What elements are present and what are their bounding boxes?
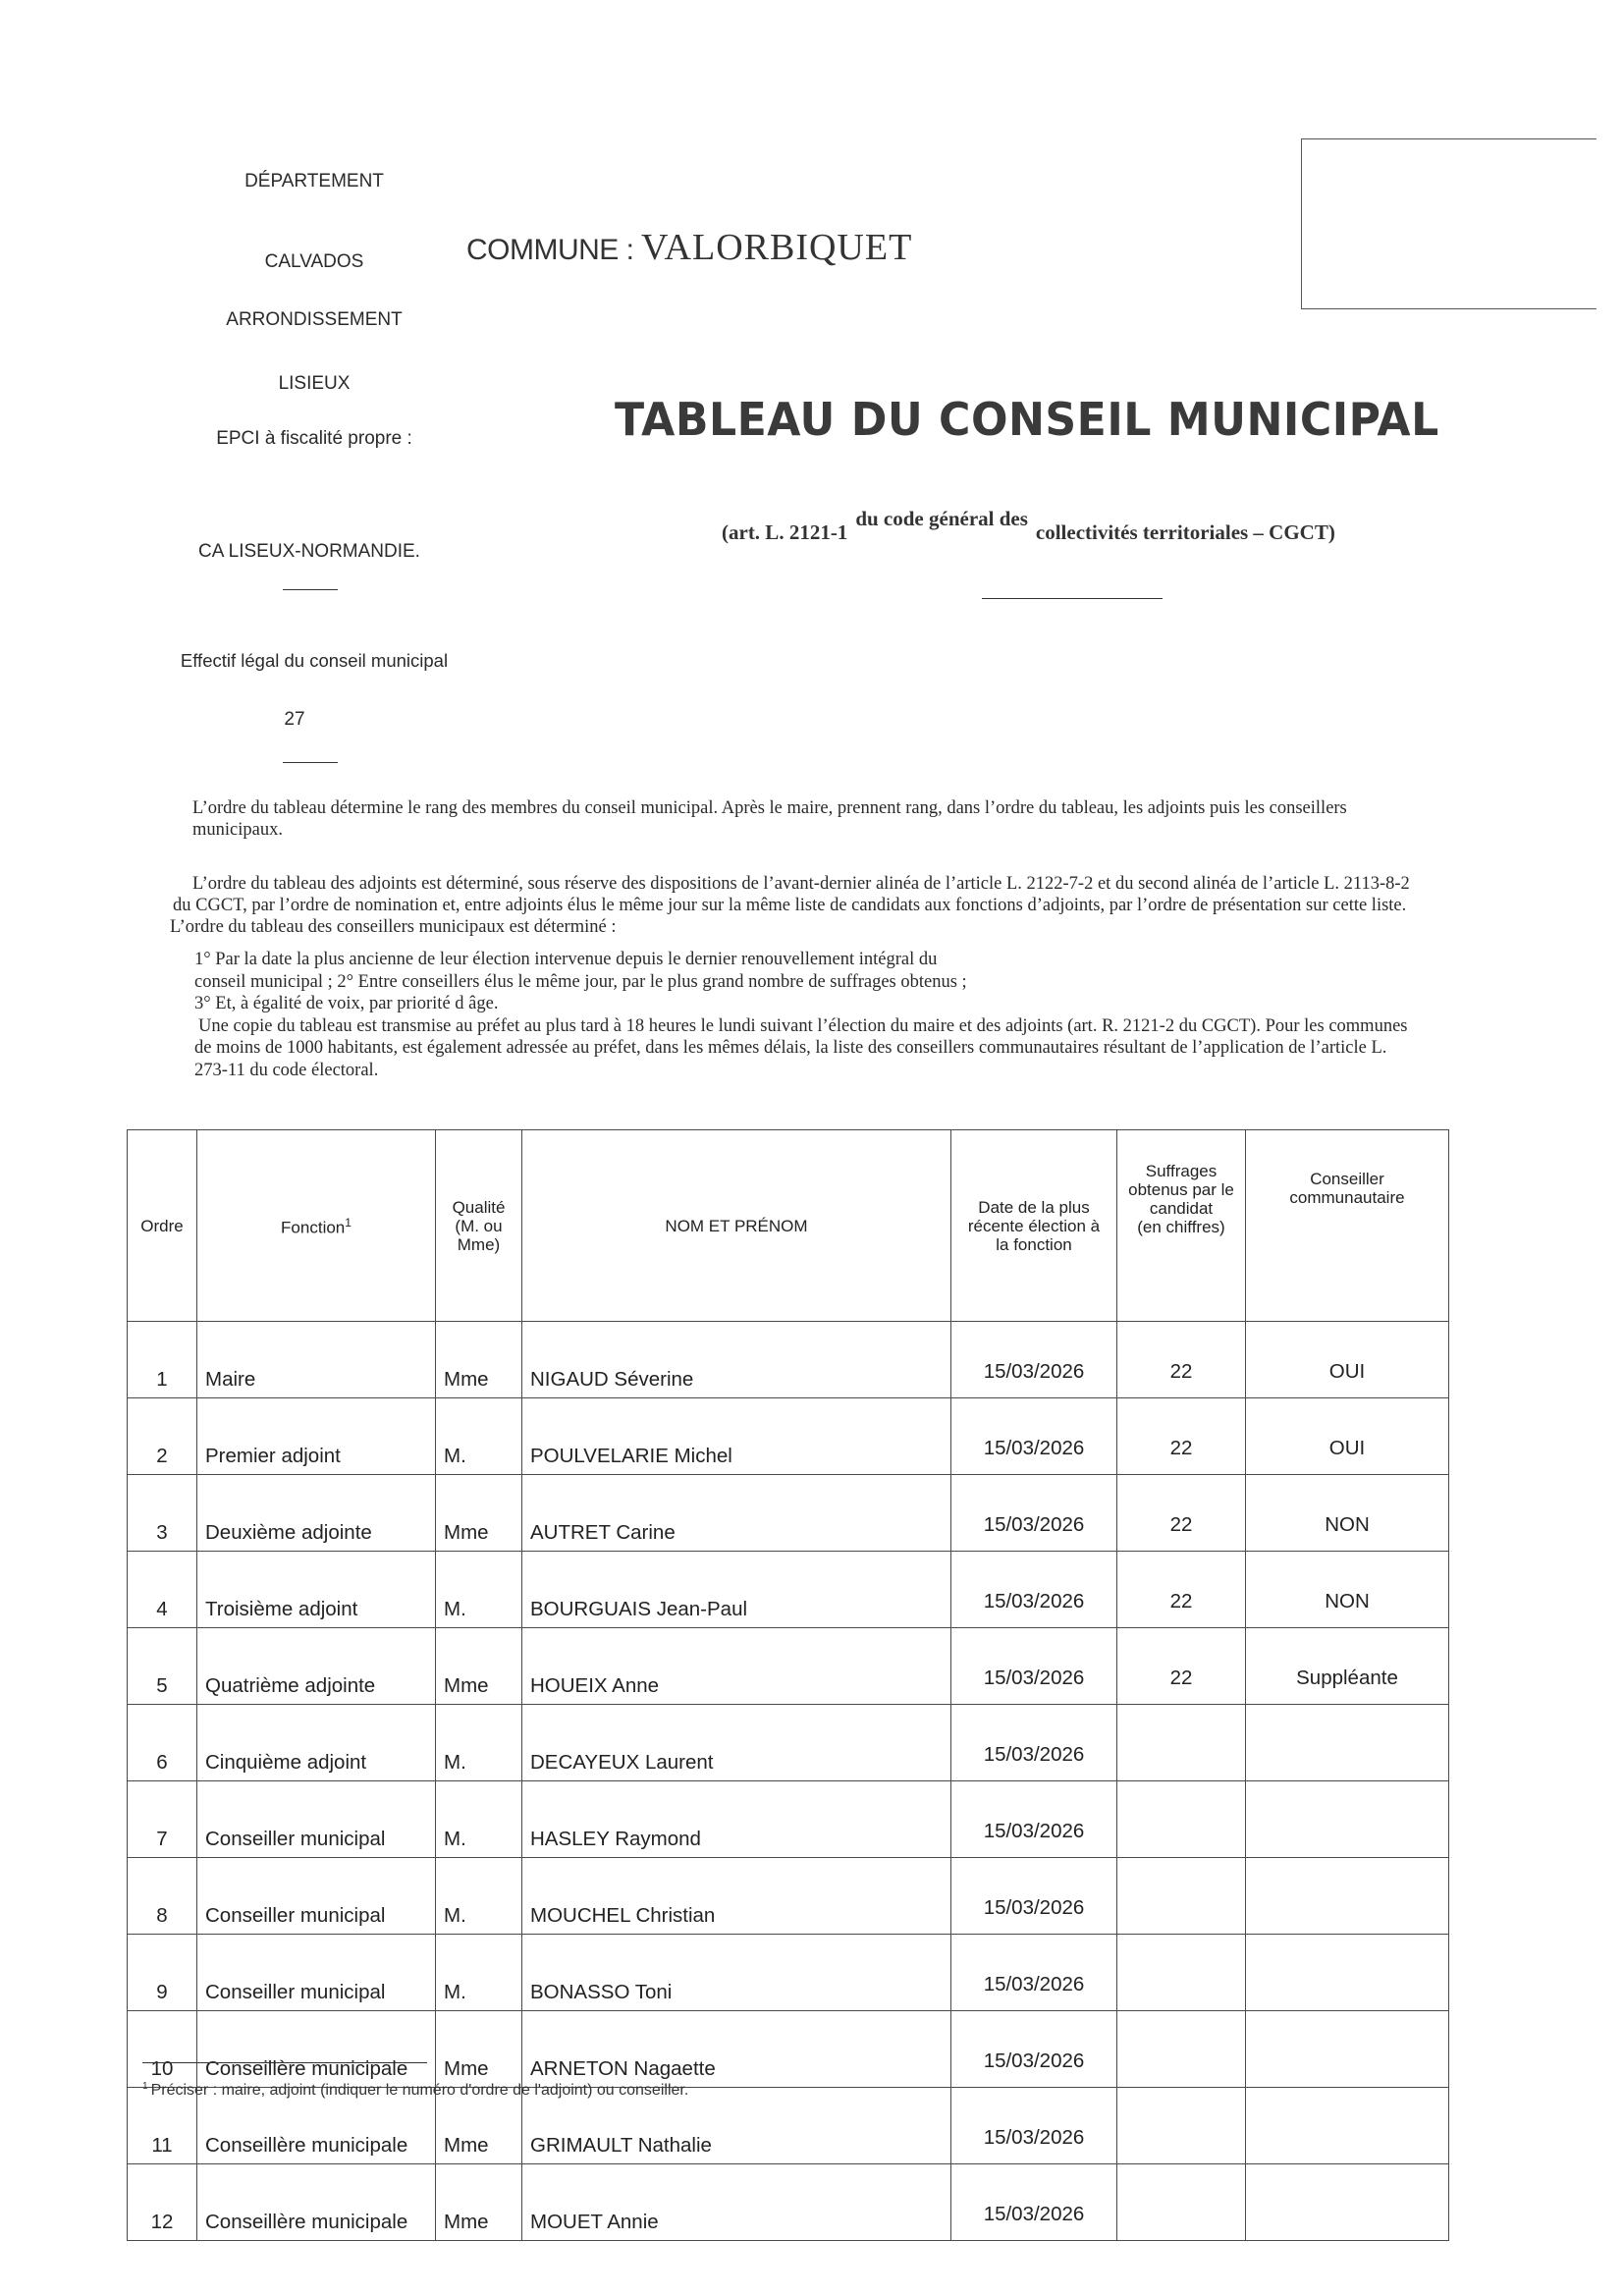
cell-communautaire: NON bbox=[1246, 1552, 1449, 1628]
cell-suffrages bbox=[1117, 1705, 1246, 1781]
cell-fonction: Cinquième adjoint bbox=[197, 1705, 436, 1781]
table-header-row bbox=[128, 1130, 1449, 1322]
cell-ordre: 7 bbox=[128, 1781, 197, 1858]
footnote-divider bbox=[142, 2062, 427, 2063]
cell-communautaire bbox=[1246, 1705, 1449, 1781]
cell-nom: BOURGUAIS Jean-Paul bbox=[522, 1552, 951, 1628]
effectif-label: Effectif légal du conseil municipal bbox=[180, 650, 449, 671]
intro-line-2: municipaux. bbox=[192, 820, 283, 840]
commune-heading bbox=[466, 226, 912, 269]
table-row bbox=[128, 1322, 1449, 1398]
table-row bbox=[128, 1552, 1449, 1628]
divider-short-1 bbox=[283, 589, 338, 590]
cell-nom: POULVELARIE Michel bbox=[522, 1398, 951, 1475]
cell-ordre: 9 bbox=[128, 1935, 197, 2011]
divider-short-2 bbox=[283, 762, 338, 763]
cell-ordre: 4 bbox=[128, 1552, 197, 1628]
cell-qualite: Mme bbox=[436, 2164, 522, 2241]
cell-fonction: Conseillère municipale bbox=[197, 2164, 436, 2241]
cell-communautaire: OUI bbox=[1246, 1398, 1449, 1475]
departement-label: DÉPARTEMENT bbox=[244, 171, 384, 191]
stamp-box bbox=[1301, 138, 1597, 309]
cell-suffrages: 22 bbox=[1117, 1398, 1246, 1475]
cell-suffrages: 22 bbox=[1117, 1628, 1246, 1705]
cell-fonction: Quatrième adjointe bbox=[197, 1628, 436, 1705]
adjoints-line-2: du CGCT, par l’ordre de nomination et, entre adjoints élus le même jour sur la même liste de candidats aux fonctions d’adjoints, par l’ordre de présentation sur cette liste. bbox=[173, 896, 1407, 915]
cell-suffrages: 22 bbox=[1117, 1475, 1246, 1552]
cell-qualite: Mme bbox=[436, 1628, 522, 1705]
table-row bbox=[128, 1858, 1449, 1935]
cell-nom: HOUEIX Anne bbox=[522, 1628, 951, 1705]
effectif-value: 27 bbox=[284, 709, 305, 730]
header-fonction: Fonction$^1$ bbox=[197, 1130, 436, 1322]
cell-qualite: M. bbox=[436, 1781, 522, 1858]
cell-suffrages bbox=[1117, 1858, 1246, 1935]
cell-date: 15/03/2026 bbox=[951, 1705, 1117, 1781]
cell-suffrages bbox=[1117, 2011, 1246, 2088]
cell-qualite: M. bbox=[436, 1398, 522, 1475]
article-part-3: collectivités territoriales – CGCT) bbox=[1035, 520, 1335, 544]
cell-communautaire bbox=[1246, 1858, 1449, 1935]
footnote-text: Préciser : maire, adjoint (indiquer le numéro d'ordre de l'adjoint) ou conseiller. bbox=[150, 2082, 689, 2099]
table-row bbox=[128, 1935, 1449, 2011]
table-row bbox=[128, 1398, 1449, 1475]
cell-nom: BONASSO Toni bbox=[522, 1935, 951, 2011]
cell-communautaire: Suppléante bbox=[1246, 1628, 1449, 1705]
cell-suffrages bbox=[1117, 2164, 1246, 2241]
cell-date: 15/03/2026 bbox=[951, 1475, 1117, 1552]
cell-fonction: Maire bbox=[197, 1322, 436, 1398]
cell-fonction: Conseiller municipal bbox=[197, 1858, 436, 1935]
cell-ordre: 11 bbox=[128, 2088, 197, 2164]
cell-date: 15/03/2026 bbox=[951, 1935, 1117, 2011]
cell-date: 15/03/2026 bbox=[951, 1858, 1117, 1935]
title-divider bbox=[982, 598, 1163, 599]
cell-ordre: 5 bbox=[128, 1628, 197, 1705]
epci-label: EPCI à fiscalité propre : bbox=[216, 428, 412, 449]
cell-date: 15/03/2026 bbox=[951, 1322, 1117, 1398]
cell-qualite: M. bbox=[436, 1858, 522, 1935]
cell-date: 15/03/2026 bbox=[951, 2011, 1117, 2088]
copy-line-3: 273-11 du code électoral. bbox=[194, 1060, 379, 1080]
table-row bbox=[128, 2164, 1449, 2241]
cell-date: 15/03/2026 bbox=[951, 1781, 1117, 1858]
cell-suffrages: 22 bbox=[1117, 1552, 1246, 1628]
cell-date: 15/03/2026 bbox=[951, 1552, 1117, 1628]
cell-suffrages bbox=[1117, 2088, 1246, 2164]
epci-value: CA LISEUX-NORMANDIE. bbox=[198, 541, 420, 562]
table-row bbox=[128, 1628, 1449, 1705]
adjoints-paragraph bbox=[170, 873, 1469, 938]
copy-line-1: Une copie du tableau est transmise au préfet au plus tard à 18 heures le lundi suivant l’élection du maire et des adjoints (art. R. 2121-2 du CGCT). Pour les communes bbox=[198, 1015, 1408, 1036]
cell-qualite: Mme bbox=[436, 1322, 522, 1398]
header-date: Date de la plus récente élection à la fonction bbox=[951, 1130, 1117, 1322]
cell-ordre: 3 bbox=[128, 1475, 197, 1552]
cell-nom: MOUET Annie bbox=[522, 2164, 951, 2241]
cell-communautaire: NON bbox=[1246, 1475, 1449, 1552]
header-communautaire: Conseiller communautaire bbox=[1246, 1130, 1449, 1322]
article-part-1: (art. L. 2121-1 bbox=[722, 520, 848, 544]
cell-communautaire: OUI bbox=[1246, 1322, 1449, 1398]
cell-communautaire bbox=[1246, 1935, 1449, 2011]
article-reference bbox=[722, 507, 1335, 545]
cell-qualite: M. bbox=[436, 1935, 522, 2011]
cell-nom: NIGAUD Séverine bbox=[522, 1322, 951, 1398]
cell-ordre: 8 bbox=[128, 1858, 197, 1935]
cell-nom: HASLEY Raymond bbox=[522, 1781, 951, 1858]
cell-nom: AUTRET Carine bbox=[522, 1475, 951, 1552]
intro-line-1: L’ordre du tableau détermine le rang des membres du conseil municipal. Après le maire, prennent rang, dans l’ordre du tableau, les adjoints puis les conseillers bbox=[192, 798, 1347, 818]
cell-qualite: Mme bbox=[436, 2088, 522, 2164]
cell-qualite: Mme bbox=[436, 1475, 522, 1552]
cell-date: 15/03/2026 bbox=[951, 2164, 1117, 2241]
cell-nom: DECAYEUX Laurent bbox=[522, 1705, 951, 1781]
table-row bbox=[128, 2011, 1449, 2088]
article-part-2: du code général des bbox=[855, 507, 1028, 530]
cell-qualite: M. bbox=[436, 1705, 522, 1781]
table-row bbox=[128, 1781, 1449, 1858]
arrondissement-value: LISIEUX bbox=[278, 373, 351, 394]
header-ordre: Ordre bbox=[128, 1130, 197, 1322]
cell-date: 15/03/2026 bbox=[951, 1398, 1117, 1475]
cell-suffrages bbox=[1117, 1781, 1246, 1858]
cell-communautaire bbox=[1246, 2164, 1449, 2241]
cell-ordre: 12 bbox=[128, 2164, 197, 2241]
cell-nom: ARNETON Nagaette bbox=[522, 2011, 951, 2088]
cell-fonction: Conseillère municipale bbox=[197, 2011, 436, 2088]
copy-line-2: de moins de 1000 habitants, est également adressée au préfet, dans les mêmes délais, la liste des conseillers communautaires résultant de l’application de l’article L. bbox=[194, 1038, 1387, 1058]
cell-suffrages: 22 bbox=[1117, 1322, 1246, 1398]
rule-1-line-1: 1° Par la date la plus ancienne de leur élection intervenue depuis le dernier renouvellement intégral du bbox=[194, 950, 938, 969]
header-nom: NOM ET PRÉNOM bbox=[522, 1130, 951, 1322]
footnote bbox=[142, 2082, 688, 2100]
cell-qualite: M. bbox=[436, 1552, 522, 1628]
page-title: TABLEAU DU CONSEIL MUNICIPAL bbox=[615, 393, 1439, 446]
rule-1-line-2: conseil municipal ; 2° Entre conseillers élus le même jour, par le plus grand nombre de suffrages obtenus ; bbox=[194, 971, 967, 992]
cell-date: 15/03/2026 bbox=[951, 2088, 1117, 2164]
intro-paragraph bbox=[192, 797, 1489, 841]
cell-ordre: 2 bbox=[128, 1398, 197, 1475]
adjoints-line-3: L’ordre du tableau des conseillers municipaux est déterminé : bbox=[170, 917, 617, 937]
cell-fonction: Conseiller municipal bbox=[197, 1781, 436, 1858]
commune-name: VALORBIQUET bbox=[641, 227, 913, 268]
cell-fonction: Premier adjoint bbox=[197, 1398, 436, 1475]
commune-label: COMMUNE : bbox=[466, 234, 634, 266]
header-suffrages-sub: (en chiffres) bbox=[1137, 1218, 1225, 1236]
cell-date: 15/03/2026 bbox=[951, 1628, 1117, 1705]
cell-fonction: Conseillère municipale bbox=[197, 2088, 436, 2164]
table-row bbox=[128, 1475, 1449, 1552]
adjoints-line-1: L’ordre du tableau des adjoints est déterminé, sous réserve des dispositions de l’avant-dernier alinéa de l’article L. 2122-7-2 et du second alinéa de l’article L. 2113-8-2 bbox=[192, 874, 1410, 894]
cell-fonction: Deuxième adjointe bbox=[197, 1475, 436, 1552]
cell-fonction: Troisième adjoint bbox=[197, 1552, 436, 1628]
cell-ordre: 10 bbox=[128, 2011, 197, 2088]
header-qualite: Qualité (M. ou Mme) bbox=[436, 1130, 522, 1322]
cell-communautaire bbox=[1246, 2088, 1449, 2164]
cell-nom: GRIMAULT Nathalie bbox=[522, 2088, 951, 2164]
cell-qualite: Mme bbox=[436, 2011, 522, 2088]
footnote-number: 1 bbox=[142, 2081, 148, 2092]
cell-suffrages bbox=[1117, 1935, 1246, 2011]
cell-ordre: 6 bbox=[128, 1705, 197, 1781]
departement-value: CALVADOS bbox=[264, 251, 364, 272]
table-row bbox=[128, 1705, 1449, 1781]
rules-list bbox=[194, 949, 1490, 1081]
cell-ordre: 1 bbox=[128, 1322, 197, 1398]
cell-communautaire bbox=[1246, 1781, 1449, 1858]
cell-nom: MOUCHEL Christian bbox=[522, 1858, 951, 1935]
arrondissement-label: ARRONDISSEMENT bbox=[226, 309, 403, 330]
cell-communautaire bbox=[1246, 2011, 1449, 2088]
footnote-ref: 1 bbox=[345, 1216, 352, 1230]
header-suffrages: Suffrages obtenus par le candidat (en chiffres) bbox=[1117, 1130, 1246, 1322]
cell-fonction: Conseiller municipal bbox=[197, 1935, 436, 2011]
rule-3: 3° Et, à égalité de voix, par priorité d âge. bbox=[194, 994, 499, 1013]
council-table bbox=[127, 1129, 1449, 2241]
